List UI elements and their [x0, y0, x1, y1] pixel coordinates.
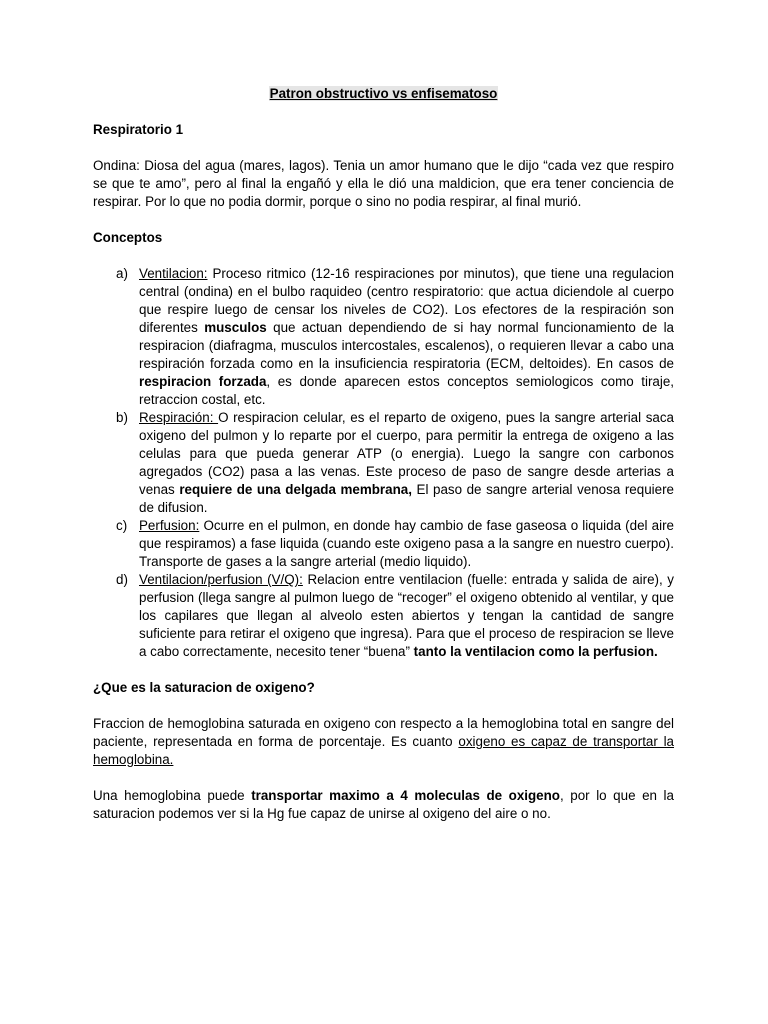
- hemoglobina-text-1: Una hemoglobina puede: [93, 788, 252, 803]
- saturation-paragraph-1: [93, 715, 674, 769]
- list-item-vq: [93, 571, 674, 661]
- respiracion-text-2: El paso de sangre arterial venosa requiere de difusion.: [139, 482, 674, 515]
- ventilacion-text-3: , es donde aparecen estos conceptos semiologicos como tiraje, retraccion costal, etc.: [139, 374, 675, 407]
- respiracion-text-1: O respiracion celular, es el reparto de oxigeno, pues la sangre arterial saca oxigeno del pulmon y lo reparte por el cuerpo, para permitir la entrega de oxigeno a las celulas para que pueda generar ATP (o energia). Luego la sangre con carbonos agregados (CO2) pasa a las venas. Este proceso de paso de sangre desde arterias a venas: [139, 410, 674, 497]
- section-heading-saturacion: ¿Que es la saturacion de oxigeno?: [93, 680, 315, 695]
- hemoglobina-text-2: , por lo que en la saturacion podemos ver si la Hg fue capaz de unirse al oxigeno del aire o no.: [93, 788, 674, 821]
- bold-delgada-membrana: requiere de una delgada membrana,: [179, 482, 412, 497]
- concepts-list: [93, 265, 674, 661]
- bold-tanto-la-ventilacion: tanto la ventilacion como la perfusion.: [413, 644, 658, 659]
- bold-musculos: musculos: [204, 320, 267, 335]
- document-title: Patron obstructivo vs enfisematoso: [269, 86, 498, 101]
- list-marker: a): [116, 266, 128, 281]
- list-marker: d): [116, 572, 128, 587]
- ventilacion-text-1: Proceso ritmico (12-16 respiraciones por minutos), que tiene una regulacion central (ondina) en el bulbo raquideo (centro respiratorio: que actua diciendole al cuerpo que respire luego de censar los niveles de CO2). Los efectores de la respiración son diferentes: [139, 266, 674, 335]
- term-ventilacion: Ventilacion:: [139, 266, 208, 281]
- list-item-ventilacion: [93, 265, 674, 409]
- ondina-paragraph: Ondina: Diosa del agua (mares, lagos). Tenia un amor humano que le dijo “cada vez que respiro se que te amo”, pero al final la engañó y ella le dió una maldicion, que era tener conciencia de respirar. Por lo que no podia dormir, porque o sino no podia respirar, al final murió.: [93, 158, 674, 209]
- term-respiracion: Respiración:: [139, 410, 219, 425]
- list-item-respiracion: [93, 409, 674, 517]
- bold-respiracion-forzada: respiracion forzada: [139, 374, 267, 389]
- term-ventilacion-perfusion: Ventilacion/perfusion (V/Q):: [139, 572, 303, 587]
- saturation-paragraph-2: [93, 787, 674, 823]
- list-marker: b): [116, 410, 128, 425]
- term-perfusion: Perfusion:: [139, 518, 200, 533]
- list-item-perfusion: [93, 517, 674, 571]
- title-wrapper: [93, 85, 674, 103]
- saturation-text-1: Fraccion de hemoglobina saturada en oxigeno con respecto a la hemoglobina total en sangre del paciente, representada en forma de porcentaje. Es cuanto: [93, 716, 674, 749]
- section-heading-respiratorio: Respiratorio 1: [93, 122, 184, 137]
- list-marker: c): [116, 518, 128, 533]
- underlined-oxigeno-capaz: oxigeno es capaz de transportar la hemoglobina.: [93, 734, 675, 767]
- ventilacion-text-2: que actuan dependiendo de si hay normal funcionamiento de la respiracion (diafragma, musculos intercostales, escalenos), o requieren llevar a cabo una respiración forzada como en la insuficiencia respiratoria (ECM, deltoides). En casos de: [139, 320, 674, 371]
- perfusion-text-1: Ocurre en el pulmon, en donde hay cambio de fase gaseosa o liquida (del aire que respiramos) a fase liquida (cuando este oxigeno pasa a la sangre en nuestro cuerpo). Transporte de gases a la sangre arterial (medio liquido).: [139, 518, 674, 569]
- section-heading-conceptos: Conceptos: [93, 230, 163, 245]
- vq-text-1: Relacion entre ventilacion (fuelle: entrada y salida de aire), y perfusion (llega sangre al pulmon luego de “recoger” el oxigeno obtenido al ventilar, y que los capilares que llegan al alveolo esten abiertos y tengan la cantidad de sangre suficiente para retirar el oxigeno que ingresa). Para que el proceso de respiracion se lleve a cabo correctamente, necesito tener “buena”: [139, 572, 674, 659]
- bold-transportar-maximo: transportar maximo a 4 moleculas de oxigeno: [251, 788, 560, 803]
